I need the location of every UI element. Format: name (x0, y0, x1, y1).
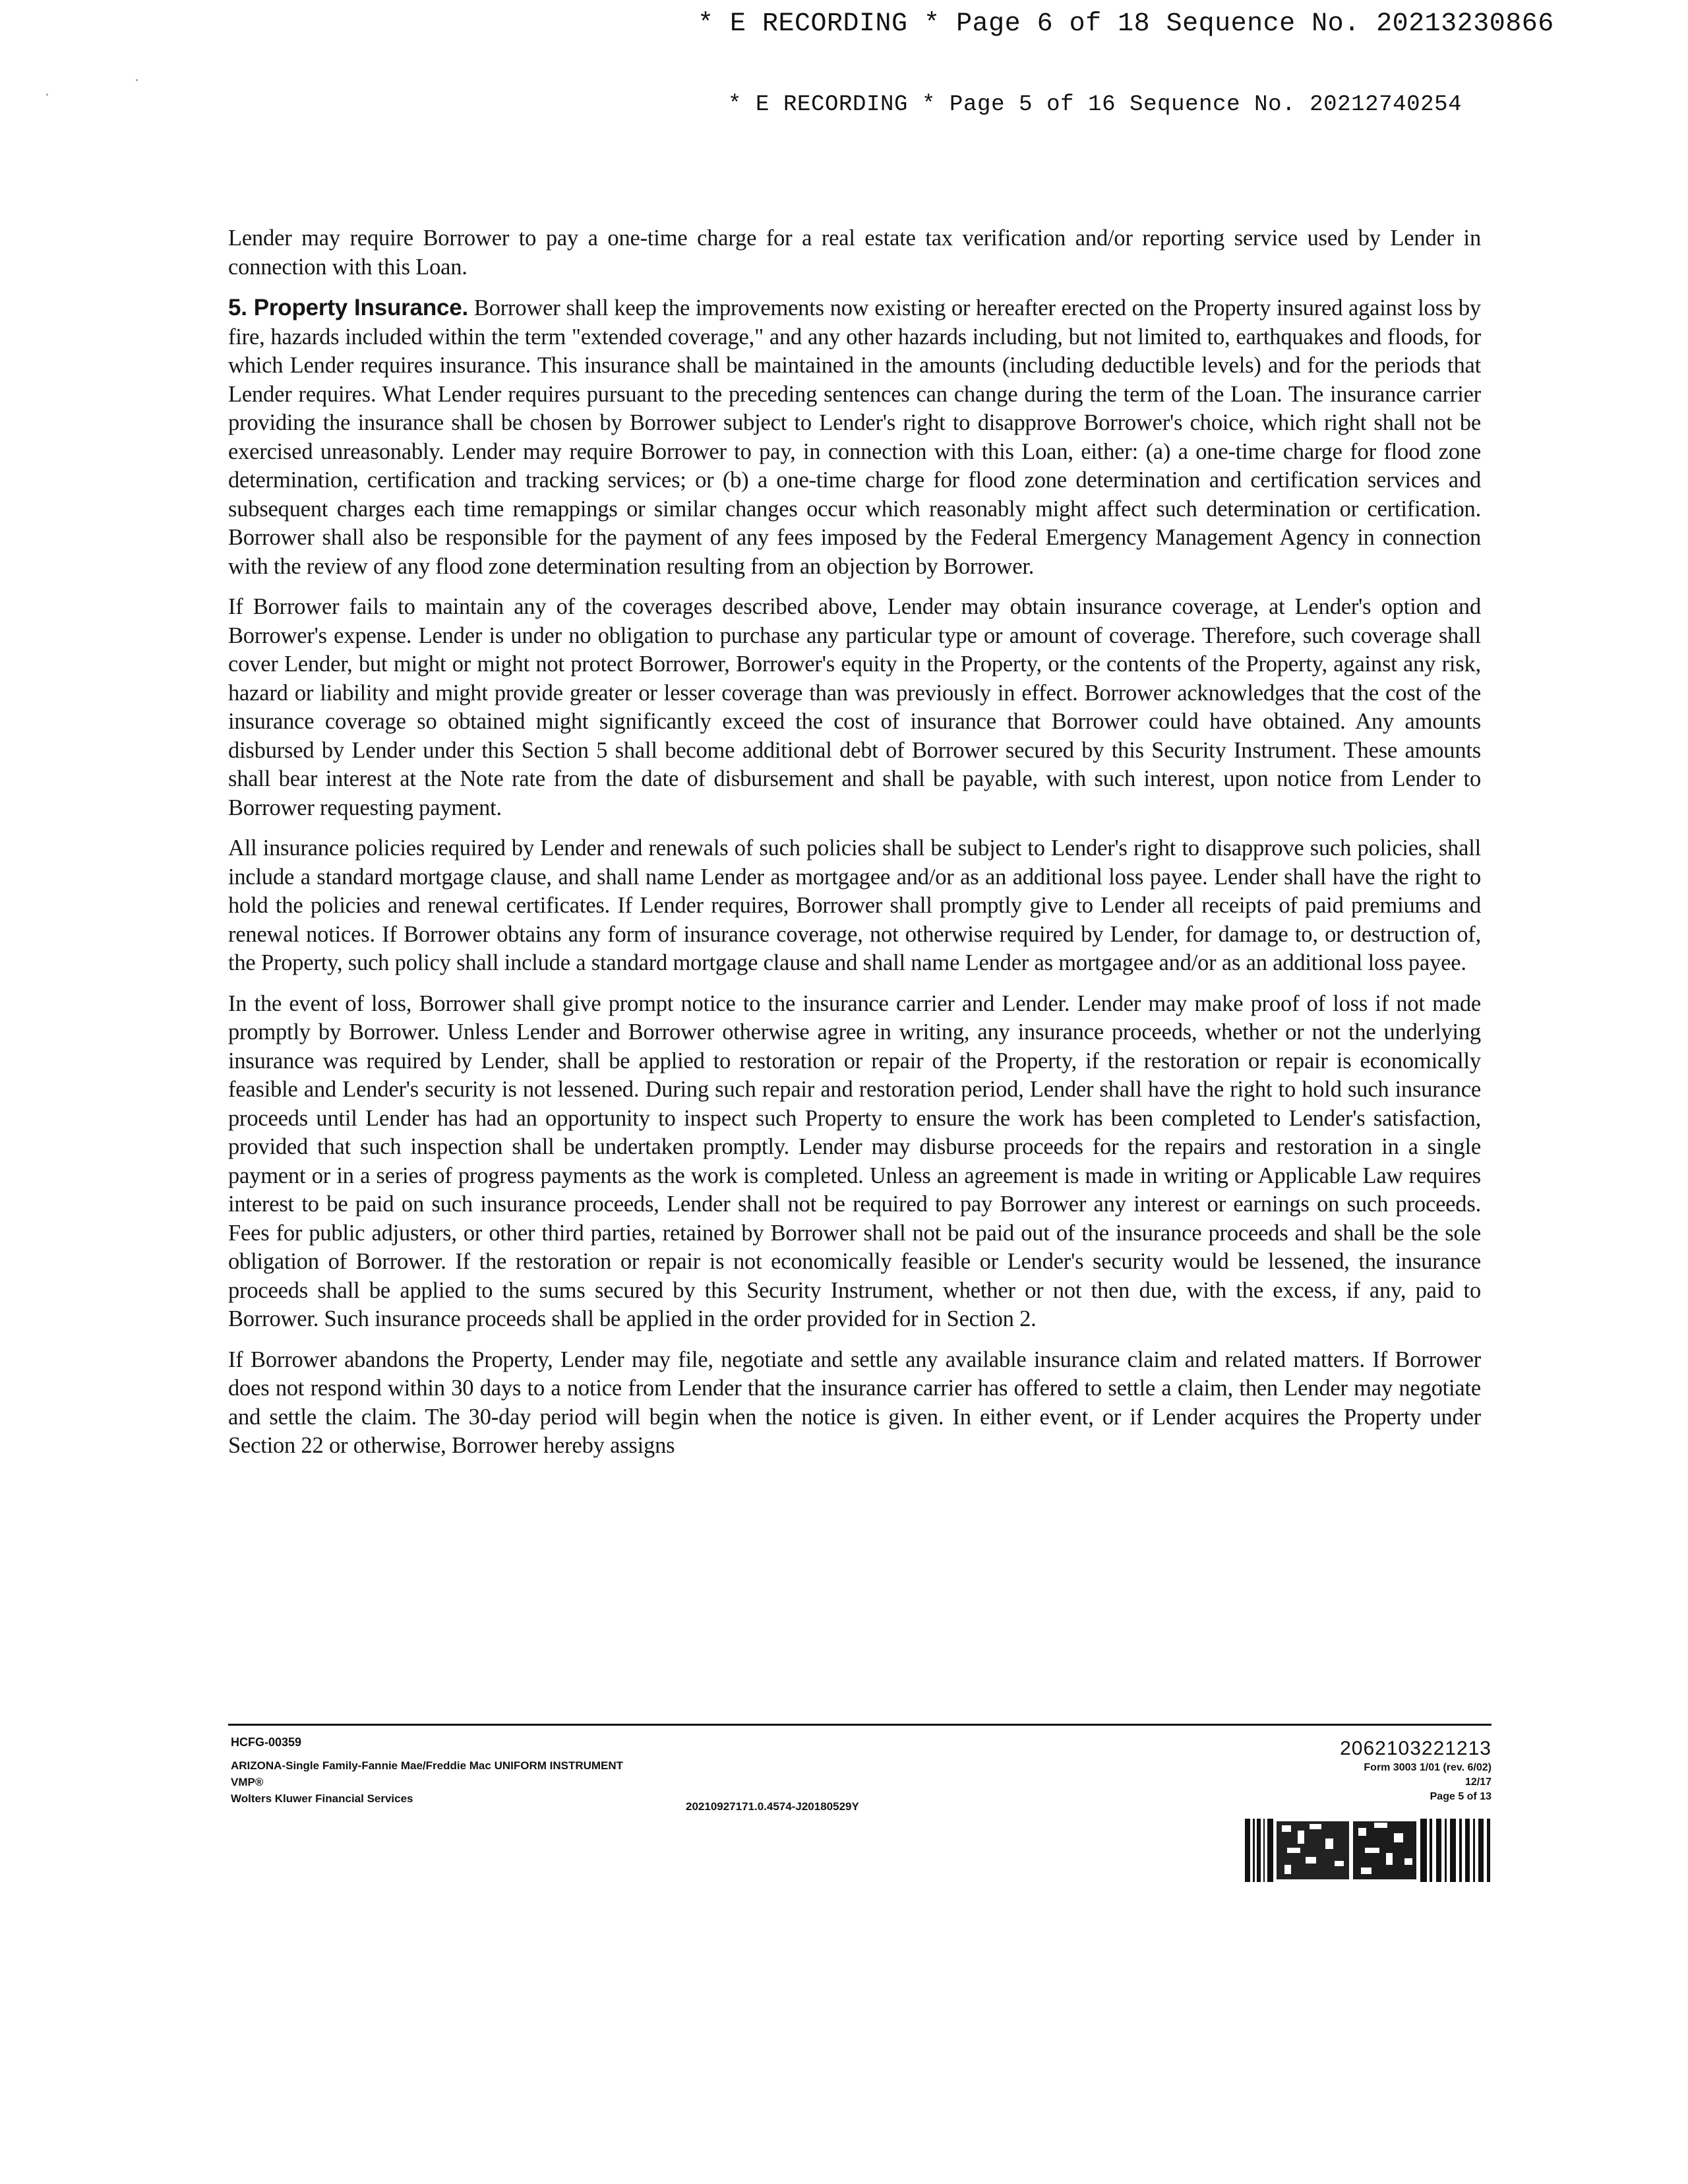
section-5-paragraph (228, 293, 1481, 581)
footer-form-line: ARIZONA-Single Family-Fannie Mae/Freddie Mac UNIFORM INSTRUMENT (231, 1759, 624, 1772)
scan-speck (136, 79, 138, 81)
footer-publisher: Wolters Kluwer Financial Services (231, 1792, 413, 1805)
loan-number: 2062103221213 (1340, 1738, 1492, 1759)
paragraph-forced-coverage: If Borrower fails to maintain any of the coverages described above, Lender may obtain insurance coverage, at Lender's option and Borrower's expense. Lender is under no obligation to purchase any particular type or amount of coverage. Therefore, such coverage shall cover Lender, but might or might not protect Borrower, Borrower's equity in the Property, or the contents of the Property, against any risk, hazard or liability and might provide greater or lesser coverage than was previously in effect. Borrower acknowledges that the cost of the insurance coverage so obtained might significantly exceed the cost of insurance that Borrower could have obtained. Any amounts disbursed by Lender under this Section 5 shall become additional debt of Borrower secured by this Security Instrument. These amounts shall bear interest at the Note rate from the date of disbursement and shall be payable, with such interest, upon notice from Lender to Borrower requesting payment. (228, 594, 1481, 820)
paragraph-event-of-loss: In the event of loss, Borrower shall give prompt notice to the insurance carrier and Lender. Lender may make proof of loss if not made promptly by Borrower. Unless Lender and Borrower otherwise agree in writing, any insurance proceeds, whether or not the underlying insurance was required by Lender, shall be applied to restoration or repair of the Property, if the restoration or repair is economically feasible and Lender's security is not lessened. During such repair and restoration period, Lender shall have the right to hold such insurance proceeds until Lender has had an opportunity to inspect such Property to ensure the work has been completed to Lender's satisfaction, provided that such inspection shall be undertaken promptly. Lender may disburse proceeds for the repairs and restoration in a single payment or in a series of progress payments as the work is completed. Unless an agreement is made in writing or Applicable Law requires interest to be paid on such insurance proceeds, Lender shall not be required to pay Borrower any interest or earnings on such proceeds. Fees for public adjusters, or other third parties, retained by Borrower shall not be paid out of the insurance proceeds and shall be the sole obligation of Borrower. If the restoration or repair is not economically feasible or Lender's security would be lessened, the insurance proceeds shall be applied to the sums secured by this Security Instrument, whether or not then due, with the excess, if any, paid to Borrower. Such insurance proceeds shall be applied in the order provided for in Section 2. (228, 990, 1481, 1331)
form-date: 12/17 (1464, 1776, 1492, 1788)
footer-code: HCFG-00359 (231, 1736, 302, 1749)
section-5-text: Borrower shall keep the improvements now existing or hereafter erected on the Property insured against loss by fire, hazards included within the term "extended coverage," and any other hazards including, but not limited to, earthquakes and floods, for which Lender requires insurance. This insurance shall be maintained in the amounts (including deductible levels) and for the periods that Lender requires. What Lender requires pursuant to the preceding sentences can change during the term of the Loan. The insurance carrier providing the insurance shall be chosen by Borrower subject to Lender's right to disapprove Borrower's choice, which right shall not be exercised unreasonably. Lender may require Borrower to pay, in connection with this Loan, either: (a) a one-time charge for flood zone determination, certification and tracking services; or (b) a one-time charge for flood zone determination and certification services and subsequent charges each time remappings or similar changes occur which reasonably might affect such determination or certification. Borrower shall also be responsible for the payment of any fees imposed by the Federal Emergency Management Agency in connection with the review of any flood zone determination resulting from an objection by Borrower. (228, 295, 1481, 579)
footer-document-id: 20210927171.0.4574-J20180529Y (686, 1800, 859, 1813)
footer-vmp: VMP® (231, 1776, 264, 1788)
intro-paragraph: Lender may require Borrower to pay a one-time charge for a real estate tax verification and/or reporting service used by Lender in connection with this Loan. (228, 226, 1481, 280)
document-body (228, 224, 1481, 1472)
footer-divider (228, 1724, 1492, 1726)
footer-form-info (231, 1734, 623, 1807)
barcode-image (1245, 1819, 1494, 1882)
paragraph-abandonment: If Borrower abandons the Property, Lender may file, negotiate and settle any available insurance claim and related matters. If Borrower does not respond within 30 days to a notice from Lender that the insurance carrier has offered to settle a claim, then Lender may negotiate and settle the claim. The 30-day period will begin when the notice is given. In either event, or if Lender acquires the Property under Section 22 or otherwise, Borrower hereby assigns (228, 1347, 1481, 1458)
recording-stamp-top: * E RECORDING * Page 6 of 18 Sequence No. 20213230866 (698, 9, 1554, 39)
form-number: Form 3003 1/01 (rev. 6/02) (1364, 1762, 1492, 1773)
page-label: Page 5 of 13 (1430, 1791, 1492, 1802)
recording-stamp-secondary: * E RECORDING * Page 5 of 16 Sequence No. 20212740254 (728, 92, 1462, 117)
section-5-heading: 5. Property Insurance. (228, 295, 469, 320)
paragraph-policy-requirements: All insurance policies required by Lender and renewals of such policies shall be subject to Lender's right to disapprove such policies, shall include a standard mortgage clause, and shall name Lender as mortgagee and/or as an additional loss payee. Lender shall have the right to hold the policies and renewal certificates. If Lender requires, Borrower shall promptly give to Lender all receipts of paid premiums and renewal notices. If Borrower obtains any form of insurance coverage, not otherwise required by Lender, for damage to, or destruction of, the Property, such policy shall include a standard mortgage clause and shall name Lender as mortgagee and/or as an additional loss payee. (228, 835, 1481, 975)
footer-loan-info (1340, 1737, 1492, 1804)
scan-speck (46, 94, 48, 96)
